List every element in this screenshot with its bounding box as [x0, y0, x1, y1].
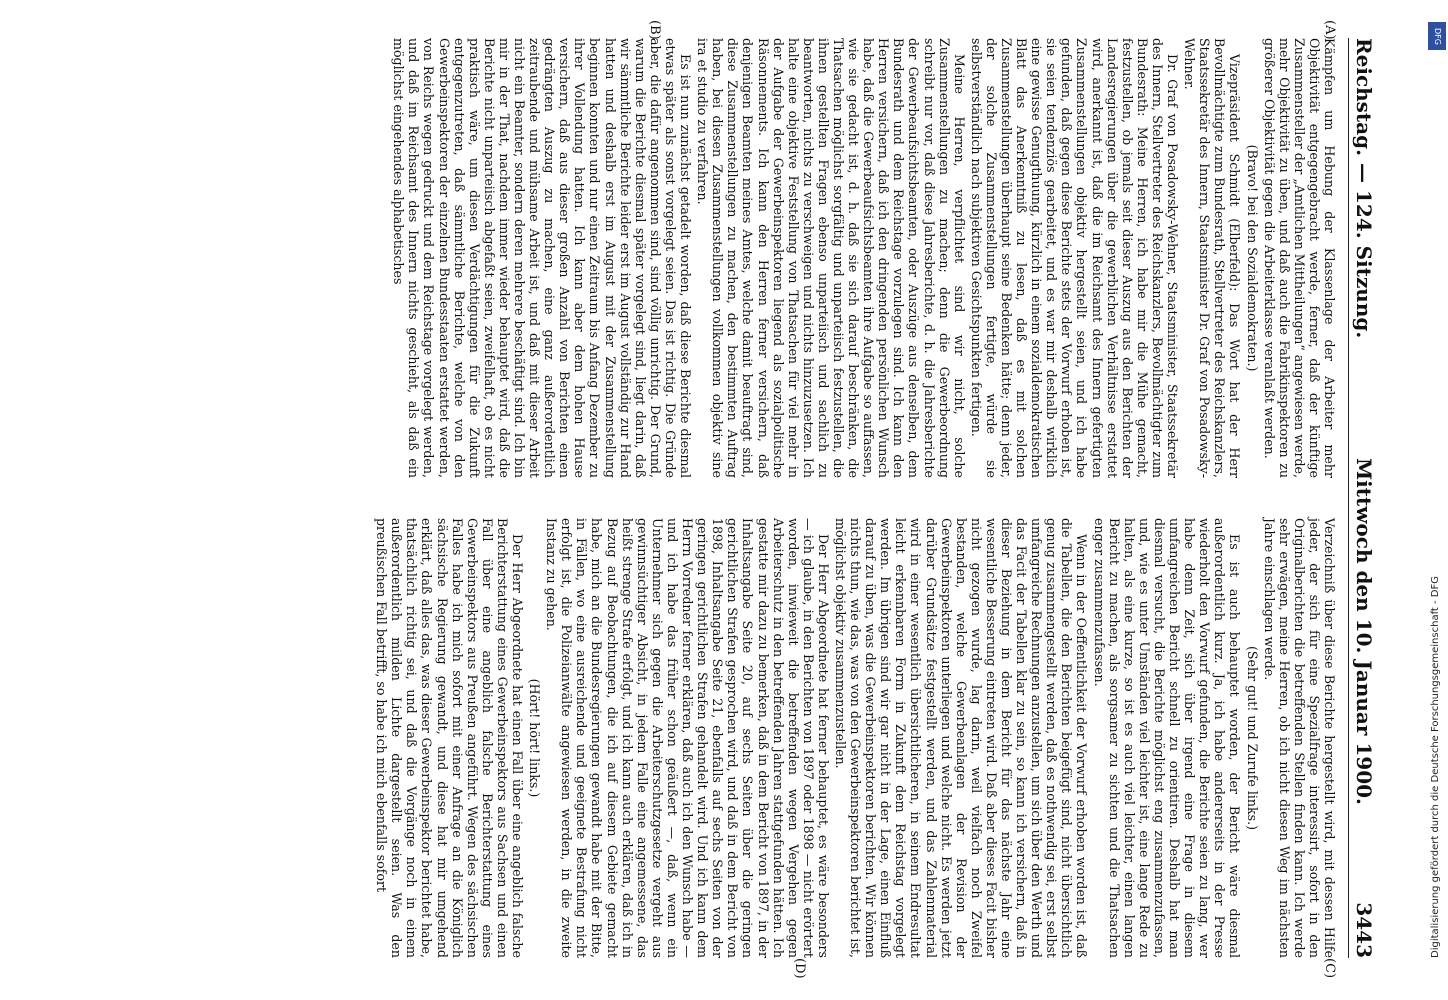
paragraph: Dr. Graf von Posadowsky-Wehner, Staatsminister, Staatssekretär des Innern, Stellvertreter des Reichskanzlers, Bevollmächtigter zum Bundesrath: Meine Herren, ich habe mir die Mühe gemacht, festzustellen, ob jemals seit dieser Auszug aus den Berichten der Landesregierungen über die gewerblichen Verhältnisse erstattet wird, anerkannt ist, daß die im Reichsamt des Innern gefertigten Zusammenstellungen objektiv hergestellt seien, und ich habe gefunden, daß gegen diese Berichte stets der Vorwurf erhoben ist, sie seien tendenziös gearbeitet, und es war mir deshalb wirklich eine gewisse Genugthuung, kürzlich in einem sozialdemokratischen Blatt das Anerkenntniß zu lesen, daß es mit solchen Zusammenstellungen überhaupt seine Bedenken hätte; denn jeder, der solche Zusammenstellungen fertigte, würde sie selbstverständlich nach subjektiven Gesichtspunkten fertigen.	[968, 38, 1181, 478]
digitization-credit: Digitalisierung gefördert durch die Deutsche Forschungsgemeinschaft - DFG	[1430, 575, 1441, 958]
paragraph: Meine Herren, verpflichtet sind wir nicht, solche Zusammenstellungen zu machen; denn die Gewerbeordnung schreibt nur vor, daß diese Jahresberichte, d. h. die Jahresberichte der Gewerbeaufsichtsbeamten, oder Auszüge aus denselben, dem Bundesrath und dem Reichstage vorzulegen sind. Ich kann den Herren versichern, daß ich den dringenden persönlichen Wunsch habe, daß die Gewerbeaufsichtsbeamten ihre Aufgabe so auffassen, wie sie gedacht ist, d. h. daß sie sich darauf beschränken, die Thatsachen möglichst sorgfältig und unparteiisch festzustellen, die ihnen gestellten Fragen ebenso unparteiisch und sachlich zu beantworten, nichts zu verschweigen und nichts hinzuzusetzen. Ich halte eine objektive Feststellung von Thatsachen für viel mehr in der Aufgabe der Gewerbeinspektoren liegend als sozialpolitische Räsonnements. Ich kann den Herren ferner versichern, daß denjenigen Beamten meines Amtes, welche damit beauftragt sind, diese Zusammenstellungen zu machen, den bestimmten Auftrag haben, bei diesen Zusammenstellungen vollkommen objektiv sine ira et studio zu verfahren.	[695, 38, 967, 478]
margin-marker-b: (B)	[647, 20, 662, 40]
paragraph: Verzeichniß über diese Berichte hergestellt wird, mit dessen Hilfe jeder, der sich für eine Spezialfrage interessirt, sofort in den Originalberichten die betreffenden Stellen finden kann. Ich werde sehr erwägen, meine Herren, ob ich nicht diesen Weg im nächsten Jahre einschlagen werde.	[1261, 518, 1337, 958]
paragraph: Der Herr Abgeordnete hat ferner behauptet, es wäre besonders — ich glaube, in den Berichten von 1897 oder 1898 — nicht erörtert worden, inwieweit die betreffenden wegen Vergehen gegen Arbeiterschutz in den betreffenden Jahren stattgefunden hätten. Ich gestatte mir dazu zu bemerken, daß in dem Bericht von 1897, in der Inhaltsangabe Seite 20, auf sechs Seiten über die geringen gerichtlichen Strafen gesprochen wird, und daß in dem Bericht von 1898, Inhaltsangabe Seite 21, ebenfalls auf sechs Seiten von der geringen gerichtlichen Strafen gehandelt wird. Und ich kann dem Herrn Vorredner ferner erklären, daß auch ich den Wunsch habe — und ich habe das früher schon geäußert —, daß, wenn ein Unternehmer sich gegen die Arbeiterschutzgesetze vergeht aus gewinnsüchtiger Absicht, in jedem Falle eine angemessene, das heißt strenge Strafe erfolgt, und ich kann auch erklären, daß ich in Bezug auf Beobachtungen, die ich auf diesem Gebiete gemacht habe, mich an die Bundesregierungen gewandt habe mit der Bitte, in Fällen, wo eine ausreichende und geeignete Bestrafung nicht erfolgt ist, die Polizeianwälte angewiesen werden, in die zweite Instanz zu gehen.	[544, 518, 831, 958]
paragraph: Es ist nun zunächst getadelt worden, daß diese Berichte diesmal etwas später als sonst vorgelegt seien. Das ist richtig. Die Gründe aber, die dafür angenommen sind, sind völlig unrichtig. Der Grund, warum die Berichte diesmal später vorgelegt sind, liegt darin, daß wir sämmtliche Berichte leider erst im August vollständig zur Hand hatten und deshalb erst im August mit der Zusammenstellung beginnen konnten und nur einen Zeitraum bis Anfang Dezember zu ihrer Vollendung hatten. Ich kann aber dem hohen Hause versichern, daß aus dieser großen Anzahl von Berichten einen gedrängten Auszug zu machen, eine ganz außerordentlich zeitraubende und mühsame Arbeit ist, und daß mit dieser Arbeit nicht ein Beamter, sondern deren mehrere beschäftigt sind. Ich bin mir in der That, nachdem immer wieder behauptet wird, daß die Berichte nicht unparteiisch abgefaßt seien, zweifelhaft, ob es nicht praktisch wäre, um diesen Verdächtigungen für die Zukunft entgegenzutreten, daß sämmtliche Berichte, welche von den Gewerbeinspektoren der einzelnen Bundesstaaten erstattet werden, von Reichs wegen gedruckt und dem Reichstage vorgelegt werden, und daß im Reichsamt des Innern nichts geschieht, als daß ein möglichst eingehendes alphabetisches	[391, 38, 694, 478]
right-text-column	[372, 518, 1337, 958]
header-session: Reichstag. — 124. Sitzung.	[1352, 38, 1376, 339]
header-date: Mittwoch den 10. Januar 1900.	[1352, 458, 1376, 806]
rotated-document-page	[27, 20, 1407, 980]
page-header	[1348, 38, 1379, 958]
interjection-note: (Hört! hört! links.)	[527, 678, 543, 798]
margin-marker-d: (D)	[792, 958, 807, 979]
applause-note: (Bravo! bei den Sozialdemokraten.)	[1244, 144, 1260, 372]
interjection-note: (Sehr gut! und Zurufe links.)	[1244, 646, 1260, 830]
paragraph: Vizepräsident Schmidt (Elberfeld): Das Wort hat der Herr Bevollmächtigte zum Bundesrath, Stellvertreter des Reichskanzlers, Staatssekretär des Innern, Staatsminister Dr. Graf von Posadowsky-Wehner.	[1182, 38, 1243, 478]
paragraph: Der Herr Abgeordnete hat einen Fall über eine angeblich falsche Berichterstattung eines Gewerbeinspektors aus Sachsen und einen Fall über eine angeblich falsche Berichterstattung eines Gewerbeinspektors aus Preußen angeführt. Wegen des sächsischen Falles habe ich mich sofort mit einer Anfrage an die Königlich sächsische Regierung gewandt, und diese hat mir umgehend erklärt, daß alles das, was dieser Gewerbeinspektor berichtet habe, thatsächlich richtig sei, und daß die Vorgänge noch in einem außerordentlich milden Lichte dargestellt seien. Was den preußischen Fall betrifft, so habe ich mich ebenfalls sofort	[374, 518, 526, 958]
paragraph: Kämpfen um Hebung der Klassenlage der Arbeiter mehr Objektivität entgegengebracht werde, ferner, daß der künftige Zusammensteller der „Amtlichen Mittheilungen“ angewiesen werde, mehr Objektivität zu üben, und daß auch die Fabrikinspektoren zu größerer Objektivität gegen die Arbeiterklasse veranlaßt werden.	[1261, 38, 1337, 478]
margin-marker-a: (A)	[1322, 20, 1337, 40]
paragraph: Es ist auch behauptet worden, der Bericht wäre diesmal außerordentlich kurz. Ja, ich habe andererseits in der Presse wiederholt den Vorwurf gefunden, die Berichte seien zu lang, wer habe denn Zeit, sich über irgend eine Frage in diesem umfangreichen Bericht schnell zu orientiren. Deshalb hat man diesmal versucht, die Berichte möglichst eng zusammenzufassen, und, wie es unter Umständen viel leichter ist, eine lange Rede zu halten, als eine kurze, so ist es auch viel leichter, einen langen Bericht zu machen, als sorgsamer zu sichten und die Thatsachen enger zusammenzufassen.	[1091, 518, 1243, 958]
digitization-sidebar	[1424, 18, 1448, 998]
margin-marker-c: (C)	[1322, 958, 1337, 979]
left-text-column	[389, 38, 1337, 478]
dfg-logo: DFG	[1428, 22, 1446, 50]
paragraph: Wenn in der Oeffentlichkeit der Vorwurf erhoben worden ist, daß die Tabellen, die den Berichten beigefügt sind, nicht übersichtlich genug zusammengestellt werden, daß es nothwendig sei, erst selbst umfangreiche Rechnungen anzustellen, um sich über den Werth und das Facit der Tabellen klar zu sein, so kann ich versichern, daß in dieser Beziehung in dem Bericht für das nächste Jahr eine wesentliche Besserung eintreten wird. Daß aber dieses Facit bisher nicht gezogen wurde, lag darin, weil vielfach noch Zweifel bestanden, welche Gewerbeanlagen der Revision der Gewerbeinspektoren unterliegen und welche nicht. Es werden jetzt darüber Grundsätze festgestellt werden, und das Zahlenmaterial wird in einer wesentlich übersichtlicheren, in seinem Endresultat leicht erkennbaren Form in Zukunft dem Reichstag vorgelegt werden. Im übrigen sind wir gar nicht in der Lage, einen Einfluß darauf zu üben, was die Gewerbeinspektoren berichten. Wir können nichts thun, wie das, was von den Gewerbeinspektoren berichtet ist, möglichst objektiv zusammenzustellen.	[833, 518, 1090, 958]
header-page-number: 3443	[1352, 902, 1376, 958]
